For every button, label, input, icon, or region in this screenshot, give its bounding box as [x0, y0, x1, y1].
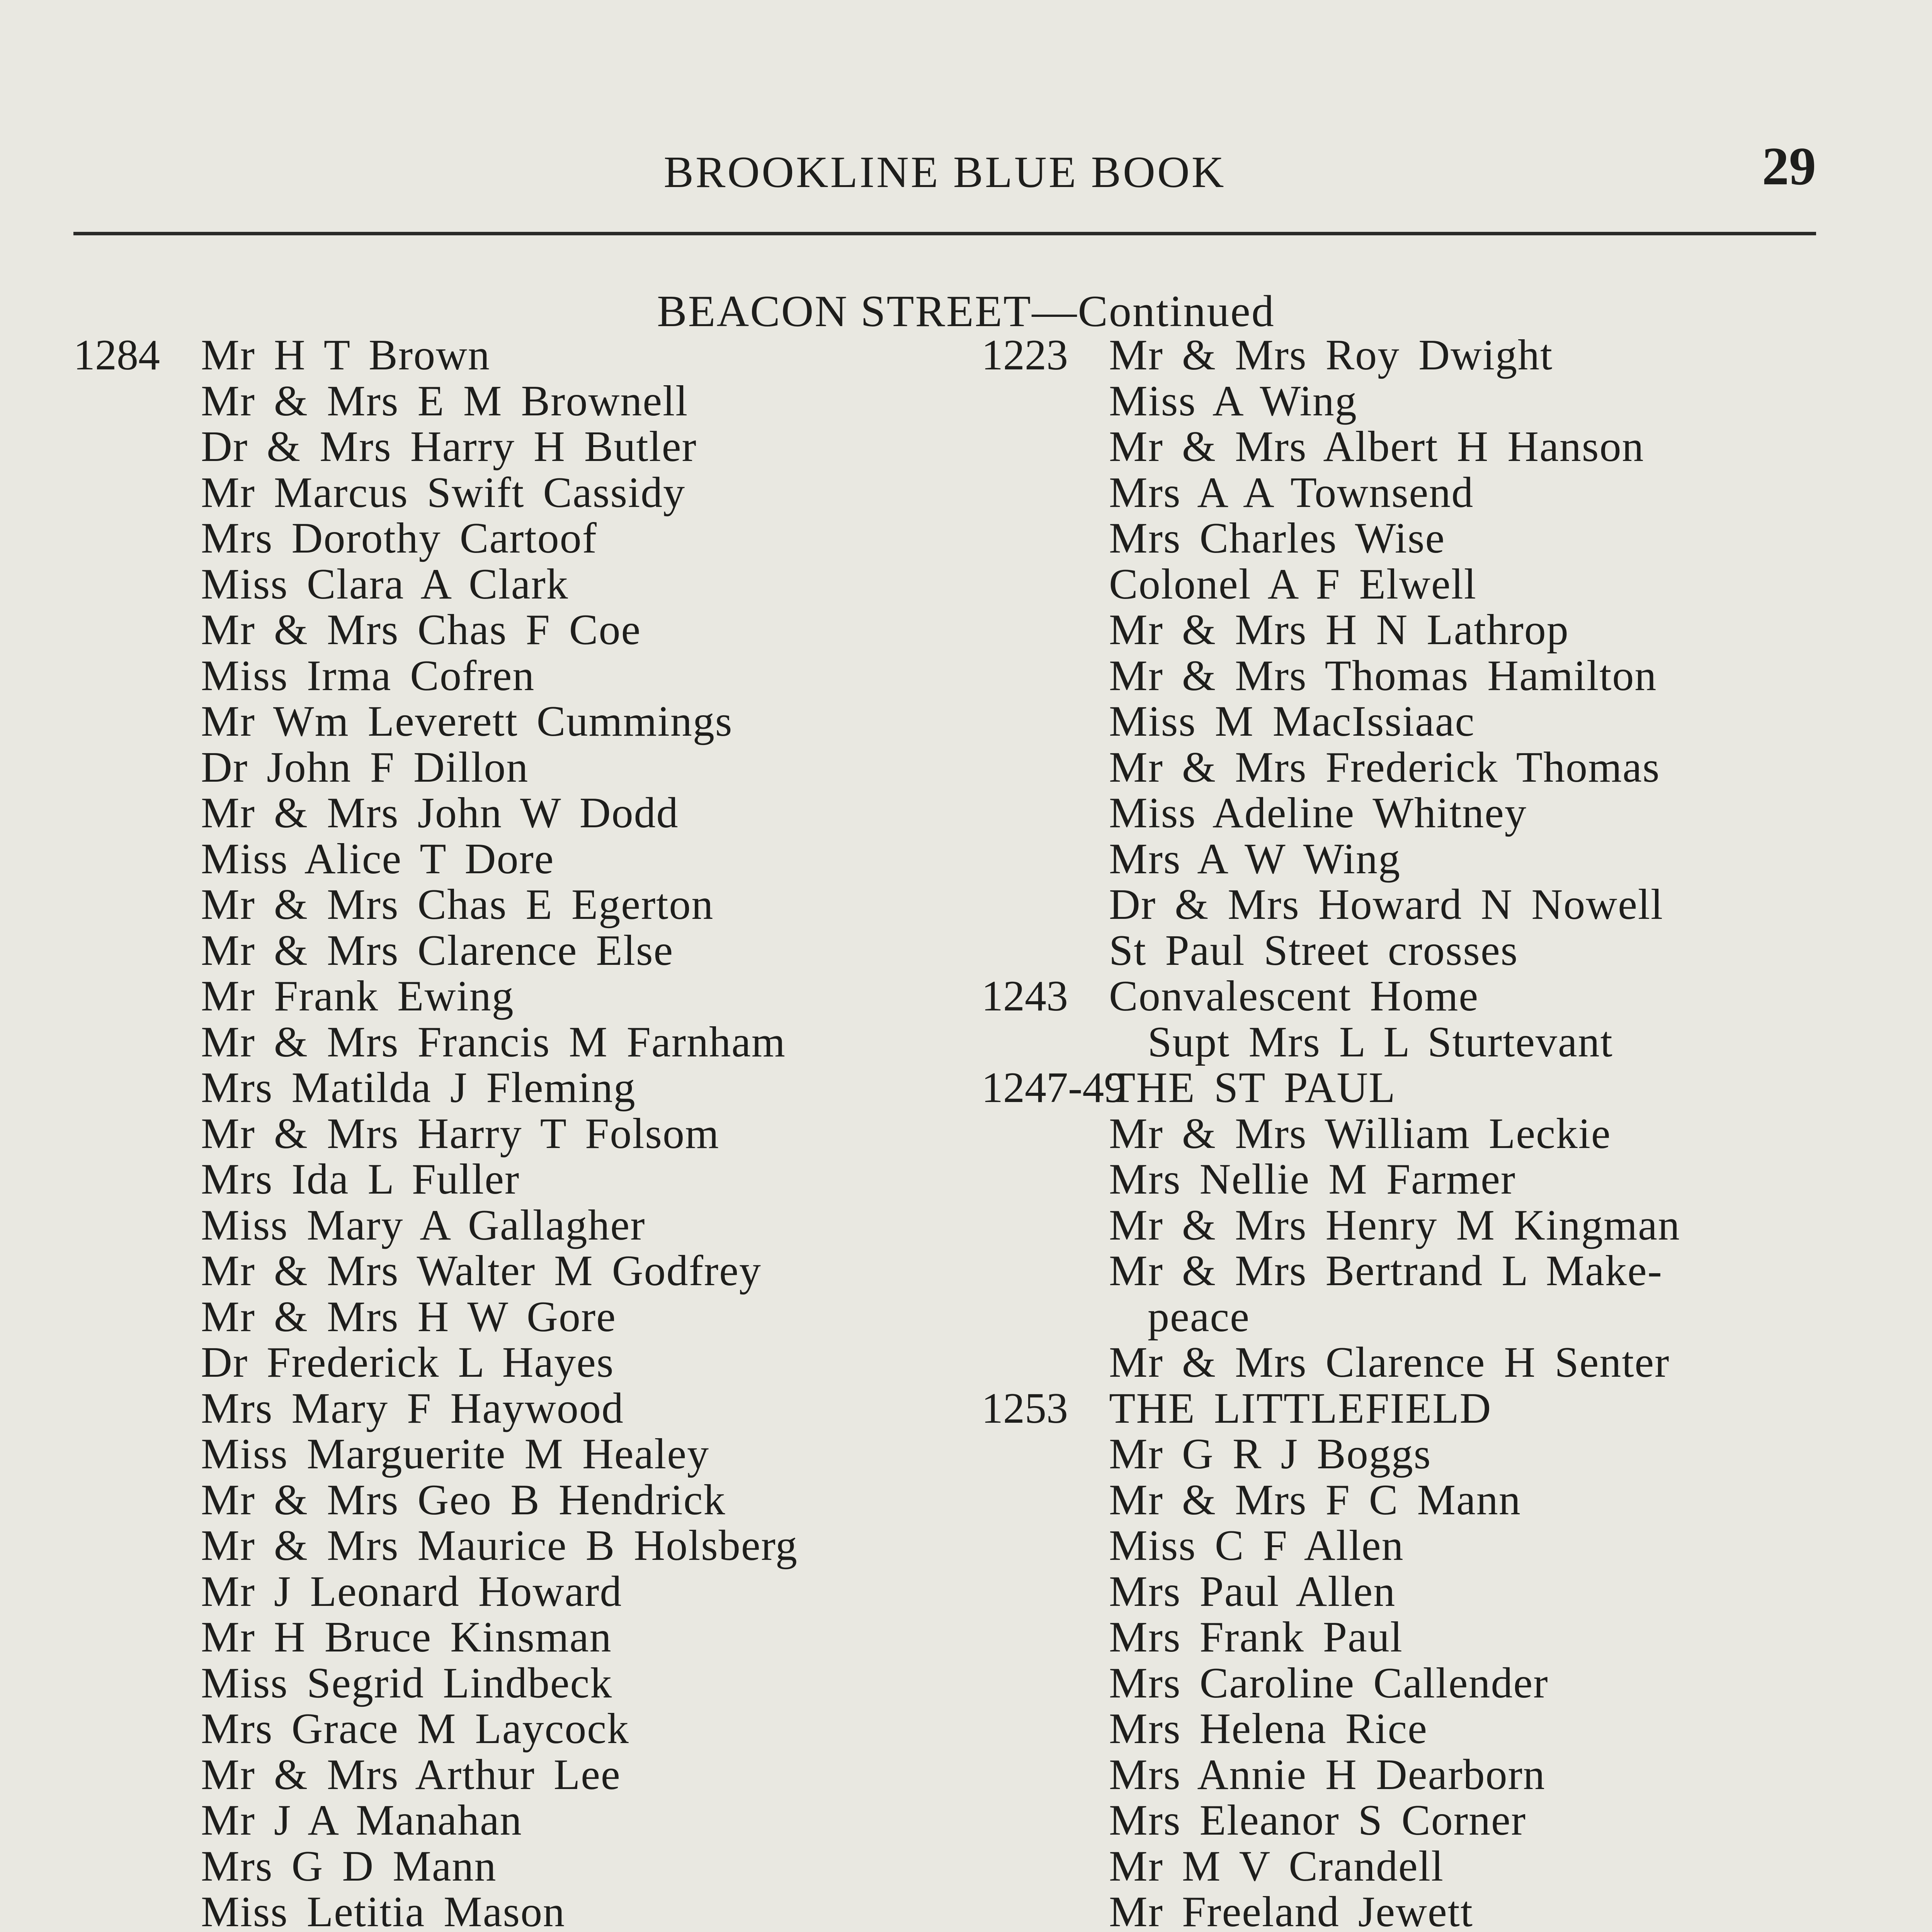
directory-entry: [981, 928, 1870, 974]
resident-name: Mr & Mrs Chas E Egerton: [201, 881, 714, 929]
resident-name: Mr & Mrs H N Lathrop: [1109, 606, 1569, 654]
resident-name: Mr J A Manahan: [201, 1796, 522, 1844]
resident-name: Miss A Wing: [1109, 377, 1357, 425]
directory-entry: [981, 1523, 1870, 1569]
resident-name: Mrs Ida L Fuller: [201, 1155, 520, 1203]
resident-name: Miss C F Allen: [1109, 1522, 1404, 1570]
resident-name: Miss Irma Cofren: [201, 651, 535, 700]
resident-name: Mr & Mrs John W Dodd: [201, 789, 679, 837]
resident-name: Mr & Mrs Albert H Hanson: [1109, 423, 1645, 471]
directory-entry: [981, 1752, 1870, 1798]
directory-entry: [73, 1706, 962, 1752]
directory-entry: [981, 790, 1870, 836]
resident-name: Mr & Mrs Harry T Folsom: [201, 1109, 720, 1158]
directory-entry: [981, 1340, 1870, 1386]
resident-name: Mr & Mrs Geo B Hendrick: [201, 1476, 726, 1524]
directory-entry: [981, 653, 1870, 699]
resident-name: Mr & Mrs William Leckie: [1109, 1109, 1611, 1158]
directory-entry: [981, 1798, 1870, 1844]
directory-entry: [981, 561, 1870, 607]
house-number: 1247-49: [981, 1064, 1126, 1112]
resident-name: Mr Marcus Swift Cassidy: [201, 468, 686, 517]
directory-entry: [73, 1111, 962, 1157]
resident-name: St Paul Street crosses: [1109, 926, 1519, 975]
directory-entry: [73, 1202, 962, 1248]
resident-name: Mrs Charles Wise: [1109, 514, 1446, 562]
directory-entry: [981, 332, 1870, 378]
resident-name: Mr & Mrs E M Brownell: [201, 377, 689, 425]
resident-name: Dr & Mrs Howard N Nowell: [1109, 881, 1664, 929]
resident-name: Mr & Mrs Maurice B Holsberg: [201, 1522, 798, 1570]
resident-name: Miss Clara A Clark: [201, 560, 569, 608]
resident-name: Mrs A W Wing: [1109, 835, 1401, 883]
resident-name: Mrs Caroline Callender: [1109, 1659, 1549, 1707]
directory-entry: [981, 1431, 1870, 1477]
directory-entry: [981, 973, 1870, 1019]
directory-entry: [73, 1477, 962, 1523]
resident-name: Mr G R J Boggs: [1109, 1430, 1432, 1478]
resident-name: Mr H T Brown: [201, 331, 491, 379]
resident-name: Miss Segrid Lindbeck: [201, 1659, 613, 1707]
resident-name: Mr & Mrs Chas F Coe: [201, 606, 641, 654]
resident-name: Mrs Helena Rice: [1109, 1705, 1428, 1753]
directory-entry: [981, 1294, 1870, 1340]
resident-name: Mr M V Crandell: [1109, 1842, 1444, 1890]
directory-entry: [73, 653, 962, 699]
directory-entry: [981, 1156, 1870, 1202]
directory-entry: [981, 378, 1870, 424]
resident-name: peace: [1148, 1293, 1250, 1341]
directory-entry: [981, 1111, 1870, 1157]
resident-name: Mrs Nellie M Farmer: [1109, 1155, 1516, 1203]
resident-name: Mr & Mrs H W Gore: [201, 1293, 616, 1341]
house-number: 1253: [981, 1384, 1068, 1432]
directory-entry: [73, 1294, 962, 1340]
directory-entry: [73, 973, 962, 1019]
resident-name: Dr Frederick L Hayes: [201, 1338, 614, 1386]
directory-entry: [73, 1248, 962, 1294]
resident-name: Mrs Annie H Dearborn: [1109, 1750, 1546, 1799]
directory-entry: [981, 699, 1870, 745]
resident-name: Mr Wm Leverett Cummings: [201, 697, 733, 745]
resident-name: Dr John F Dillon: [201, 743, 529, 791]
directory-entry: [981, 1386, 1870, 1432]
directory-entry: [73, 1019, 962, 1065]
directory-entry: [73, 699, 962, 745]
resident-name: Mr & Mrs Arthur Lee: [201, 1750, 621, 1799]
directory-entry: [73, 1798, 962, 1844]
resident-name: Mr H Bruce Kinsman: [201, 1613, 612, 1661]
directory-entry: [73, 1156, 962, 1202]
directory-entry: [73, 1523, 962, 1569]
directory-entry: [73, 1569, 962, 1615]
directory-entry: [73, 1614, 962, 1660]
directory-entry: [981, 1477, 1870, 1523]
resident-name: Mr & Mrs Frederick Thomas: [1109, 743, 1660, 791]
resident-name: Miss Letitia Mason: [201, 1888, 566, 1932]
resident-name: Mr & Mrs Henry M Kingman: [1109, 1201, 1680, 1249]
resident-name: Mrs Grace M Laycock: [201, 1705, 629, 1753]
directory-entry: [981, 836, 1870, 882]
directory-entry: [73, 1340, 962, 1386]
resident-name: Mr & Mrs Clarence H Senter: [1109, 1338, 1670, 1386]
directory-entry: [73, 515, 962, 561]
page-number: 29: [1762, 136, 1816, 196]
resident-name: Mrs Paul Allen: [1109, 1567, 1396, 1616]
directory-entry: [73, 470, 962, 516]
resident-name: Mrs A A Townsend: [1109, 468, 1474, 517]
directory-entry: [981, 515, 1870, 561]
directory-entry: [981, 745, 1870, 791]
resident-name: Mr & Mrs Francis M Farnham: [201, 1018, 786, 1066]
directory-entry: [73, 1386, 962, 1432]
directory-entry: [981, 1065, 1870, 1111]
directory-entry: [73, 1660, 962, 1706]
resident-name: Mrs Matilda J Fleming: [201, 1064, 636, 1112]
resident-name: Dr & Mrs Harry H Butler: [201, 423, 697, 471]
house-number: 1243: [981, 972, 1068, 1020]
directory-entry: [981, 1660, 1870, 1706]
directory-entry: [981, 470, 1870, 516]
resident-name: Mrs Frank Paul: [1109, 1613, 1403, 1661]
directory-entry: [73, 745, 962, 791]
resident-name: THE ST PAUL: [1109, 1064, 1396, 1112]
directory-entry: [981, 1889, 1870, 1932]
right-column: [981, 332, 1870, 1932]
directory-entry: [981, 424, 1870, 470]
resident-name: Miss Adeline Whitney: [1109, 789, 1527, 837]
resident-name: Mrs Dorothy Cartoof: [201, 514, 597, 562]
resident-name: Miss Alice T Dore: [201, 835, 554, 883]
section-title: BEACON STREET—Continued: [657, 287, 1275, 336]
directory-entry: [73, 332, 962, 378]
house-number: 1223: [981, 331, 1068, 379]
resident-name: Miss M MacIssiaac: [1109, 697, 1475, 745]
resident-name: THE LITTLEFIELD: [1109, 1384, 1492, 1432]
directory-entry: [981, 1019, 1870, 1065]
resident-name: Mr & Mrs Roy Dwight: [1109, 331, 1553, 379]
directory-entry: [73, 882, 962, 928]
directory-entry: [981, 1844, 1870, 1889]
directory-entry: [73, 1431, 962, 1477]
resident-name: Mr & Mrs Clarence Else: [201, 926, 674, 975]
resident-name: Mr & Mrs Walter M Godfrey: [201, 1247, 762, 1295]
resident-name: Mr & Mrs Thomas Hamilton: [1109, 651, 1657, 700]
resident-name: Miss Mary A Gallagher: [201, 1201, 646, 1249]
resident-name: Mr & Mrs Bertrand L Make-: [1109, 1247, 1663, 1295]
resident-name: Mr J Leonard Howard: [201, 1567, 622, 1616]
resident-name: Mr Frank Ewing: [201, 972, 514, 1020]
resident-name: Mr Freeland Jewett: [1109, 1888, 1473, 1932]
directory-entry: [73, 378, 962, 424]
directory-entry: [73, 424, 962, 470]
directory-entry: [981, 1569, 1870, 1615]
directory-entry: [73, 561, 962, 607]
header-rule: [73, 232, 1816, 235]
resident-name: Mrs Eleanor S Corner: [1109, 1796, 1527, 1844]
directory-entry: [73, 1065, 962, 1111]
directory-entry: [73, 790, 962, 836]
directory-entry: [73, 1752, 962, 1798]
directory-entry: [73, 1844, 962, 1889]
resident-name: Colonel A F Elwell: [1109, 560, 1477, 608]
directory-entry: [981, 607, 1870, 653]
left-column: [73, 332, 962, 1932]
resident-name: Mrs Mary F Haywood: [201, 1384, 624, 1432]
resident-name: Mr & Mrs F C Mann: [1109, 1476, 1521, 1524]
directory-entry: [981, 1202, 1870, 1248]
directory-entry: [981, 1614, 1870, 1660]
directory-entry: [981, 1706, 1870, 1752]
directory-entry: [73, 836, 962, 882]
page-header: [73, 136, 1816, 216]
resident-name: Miss Marguerite M Healey: [201, 1430, 710, 1478]
running-title: BROOKLINE BLUE BOOK: [663, 148, 1226, 197]
directory-entry: [73, 928, 962, 974]
directory-entry: [981, 882, 1870, 928]
house-number: 1284: [73, 331, 160, 379]
resident-name: Mrs G D Mann: [201, 1842, 497, 1890]
resident-name: Supt Mrs L L Sturtevant: [1148, 1018, 1613, 1066]
resident-name: Convalescent Home: [1109, 972, 1479, 1020]
directory-entry: [73, 1889, 962, 1932]
directory-entry: [73, 607, 962, 653]
directory-entry: [981, 1248, 1870, 1294]
